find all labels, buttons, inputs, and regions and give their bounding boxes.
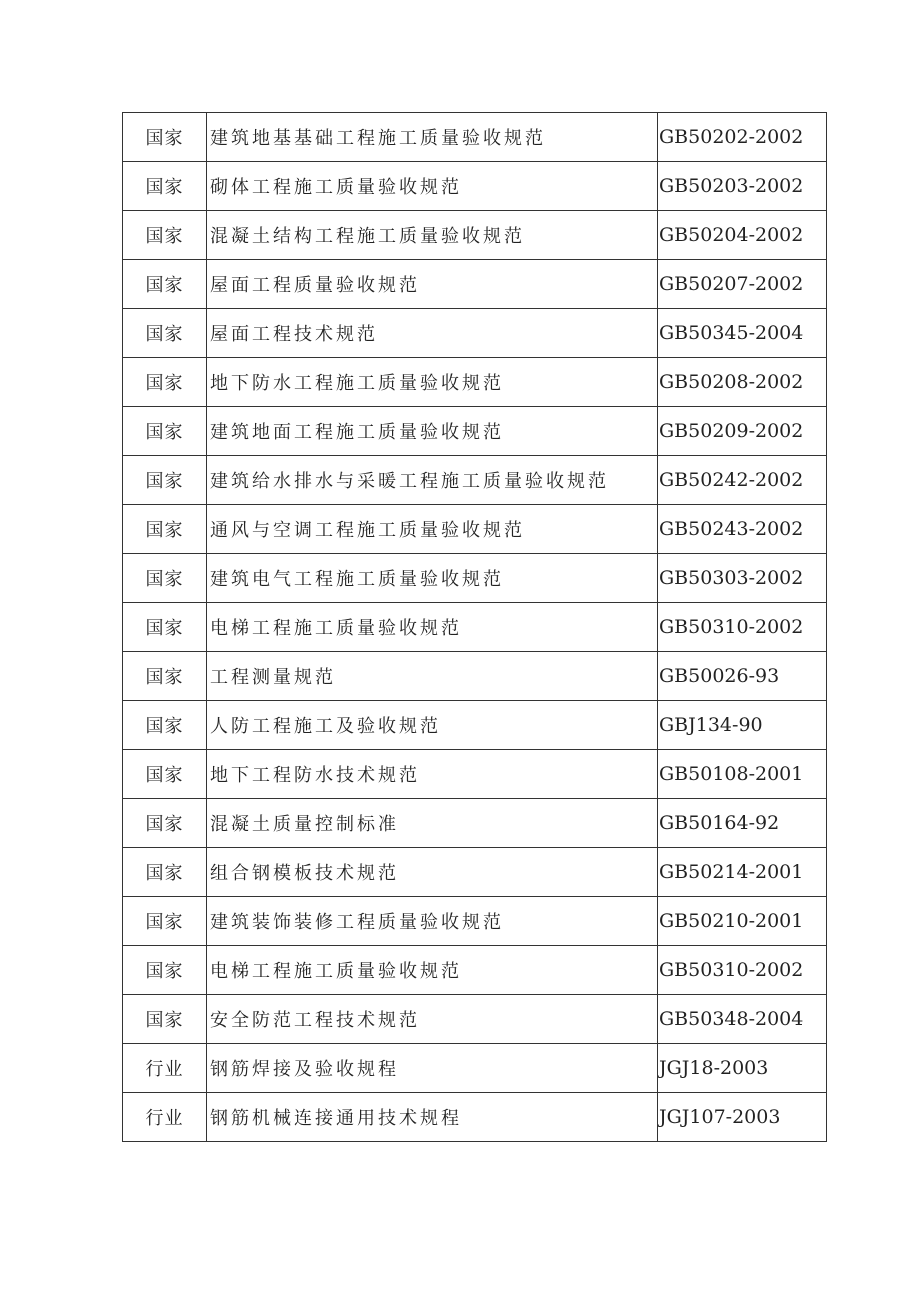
standard-name-cell: 钢筋机械连接通用技术规程 bbox=[207, 1093, 658, 1142]
standard-code-cell: JGJ18-2003 bbox=[658, 1044, 827, 1093]
standard-code-cell: GB50303-2002 bbox=[658, 554, 827, 603]
standard-level-cell: 国家 bbox=[123, 848, 207, 897]
table-row bbox=[123, 162, 827, 211]
standard-level-cell: 国家 bbox=[123, 701, 207, 750]
standard-name-cell: 人防工程施工及验收规范 bbox=[207, 701, 658, 750]
standard-level-cell: 国家 bbox=[123, 309, 207, 358]
standard-code-cell: GB50209-2002 bbox=[658, 407, 827, 456]
standard-name-cell: 通风与空调工程施工质量验收规范 bbox=[207, 505, 658, 554]
standard-level-cell: 国家 bbox=[123, 946, 207, 995]
table-row bbox=[123, 456, 827, 505]
standard-level-cell: 国家 bbox=[123, 799, 207, 848]
standard-name-cell: 建筑电气工程施工质量验收规范 bbox=[207, 554, 658, 603]
standard-level-cell: 国家 bbox=[123, 750, 207, 799]
standard-level-cell: 国家 bbox=[123, 113, 207, 162]
standard-level-cell: 国家 bbox=[123, 358, 207, 407]
standard-code-cell: JGJ107-2003 bbox=[658, 1093, 827, 1142]
table-row bbox=[123, 1044, 827, 1093]
standard-name-cell: 电梯工程施工质量验收规范 bbox=[207, 603, 658, 652]
standard-name-cell: 地下防水工程施工质量验收规范 bbox=[207, 358, 658, 407]
standard-name-cell: 建筑地基基础工程施工质量验收规范 bbox=[207, 113, 658, 162]
table-row bbox=[123, 1093, 827, 1142]
standard-level-cell: 国家 bbox=[123, 211, 207, 260]
standard-code-cell: GB50208-2002 bbox=[658, 358, 827, 407]
standard-level-cell: 行业 bbox=[123, 1044, 207, 1093]
standard-code-cell: GB50348-2004 bbox=[658, 995, 827, 1044]
table-row bbox=[123, 799, 827, 848]
standard-code-cell: GB50207-2002 bbox=[658, 260, 827, 309]
standard-code-cell: GB50242-2002 bbox=[658, 456, 827, 505]
standard-code-cell: GB50108-2001 bbox=[658, 750, 827, 799]
table-row bbox=[123, 113, 827, 162]
standard-name-cell: 砌体工程施工质量验收规范 bbox=[207, 162, 658, 211]
standard-code-cell: GB50345-2004 bbox=[658, 309, 827, 358]
table-row bbox=[123, 897, 827, 946]
standard-code-cell: GB50310-2002 bbox=[658, 946, 827, 995]
standard-name-cell: 混凝土质量控制标准 bbox=[207, 799, 658, 848]
standard-level-cell: 国家 bbox=[123, 162, 207, 211]
standard-code-cell: GB50202-2002 bbox=[658, 113, 827, 162]
standards-table-body bbox=[123, 113, 827, 1142]
table-row bbox=[123, 260, 827, 309]
standard-code-cell: GB50243-2002 bbox=[658, 505, 827, 554]
standard-name-cell: 安全防范工程技术规范 bbox=[207, 995, 658, 1044]
table-row bbox=[123, 750, 827, 799]
table-row bbox=[123, 554, 827, 603]
table-row bbox=[123, 358, 827, 407]
table-row bbox=[123, 848, 827, 897]
standard-code-cell: GBJ134-90 bbox=[658, 701, 827, 750]
standard-level-cell: 国家 bbox=[123, 505, 207, 554]
standard-code-cell: GB50210-2001 bbox=[658, 897, 827, 946]
standard-code-cell: GB50310-2002 bbox=[658, 603, 827, 652]
standard-level-cell: 国家 bbox=[123, 456, 207, 505]
standard-name-cell: 钢筋焊接及验收规程 bbox=[207, 1044, 658, 1093]
standard-level-cell: 行业 bbox=[123, 1093, 207, 1142]
table-row bbox=[123, 211, 827, 260]
standard-name-cell: 地下工程防水技术规范 bbox=[207, 750, 658, 799]
standard-level-cell: 国家 bbox=[123, 897, 207, 946]
standard-level-cell: 国家 bbox=[123, 260, 207, 309]
table-row bbox=[123, 701, 827, 750]
standard-name-cell: 屋面工程质量验收规范 bbox=[207, 260, 658, 309]
standard-level-cell: 国家 bbox=[123, 652, 207, 701]
table-row bbox=[123, 505, 827, 554]
standard-code-cell: GB50204-2002 bbox=[658, 211, 827, 260]
table-row bbox=[123, 309, 827, 358]
table-row bbox=[123, 652, 827, 701]
standard-name-cell: 电梯工程施工质量验收规范 bbox=[207, 946, 658, 995]
standard-name-cell: 建筑装饰装修工程质量验收规范 bbox=[207, 897, 658, 946]
table-row bbox=[123, 603, 827, 652]
standard-name-cell: 建筑地面工程施工质量验收规范 bbox=[207, 407, 658, 456]
standard-name-cell: 建筑给水排水与采暖工程施工质量验收规范 bbox=[207, 456, 658, 505]
standard-name-cell: 工程测量规范 bbox=[207, 652, 658, 701]
standard-code-cell: GB50203-2002 bbox=[658, 162, 827, 211]
standards-table bbox=[122, 112, 827, 1142]
table-row bbox=[123, 946, 827, 995]
standard-name-cell: 混凝土结构工程施工质量验收规范 bbox=[207, 211, 658, 260]
table-row bbox=[123, 995, 827, 1044]
standard-level-cell: 国家 bbox=[123, 554, 207, 603]
table-row bbox=[123, 407, 827, 456]
standard-code-cell: GB50164-92 bbox=[658, 799, 827, 848]
standard-code-cell: GB50026-93 bbox=[658, 652, 827, 701]
standard-level-cell: 国家 bbox=[123, 407, 207, 456]
standard-level-cell: 国家 bbox=[123, 603, 207, 652]
standard-level-cell: 国家 bbox=[123, 995, 207, 1044]
standard-code-cell: GB50214-2001 bbox=[658, 848, 827, 897]
standard-name-cell: 组合钢模板技术规范 bbox=[207, 848, 658, 897]
standard-name-cell: 屋面工程技术规范 bbox=[207, 309, 658, 358]
